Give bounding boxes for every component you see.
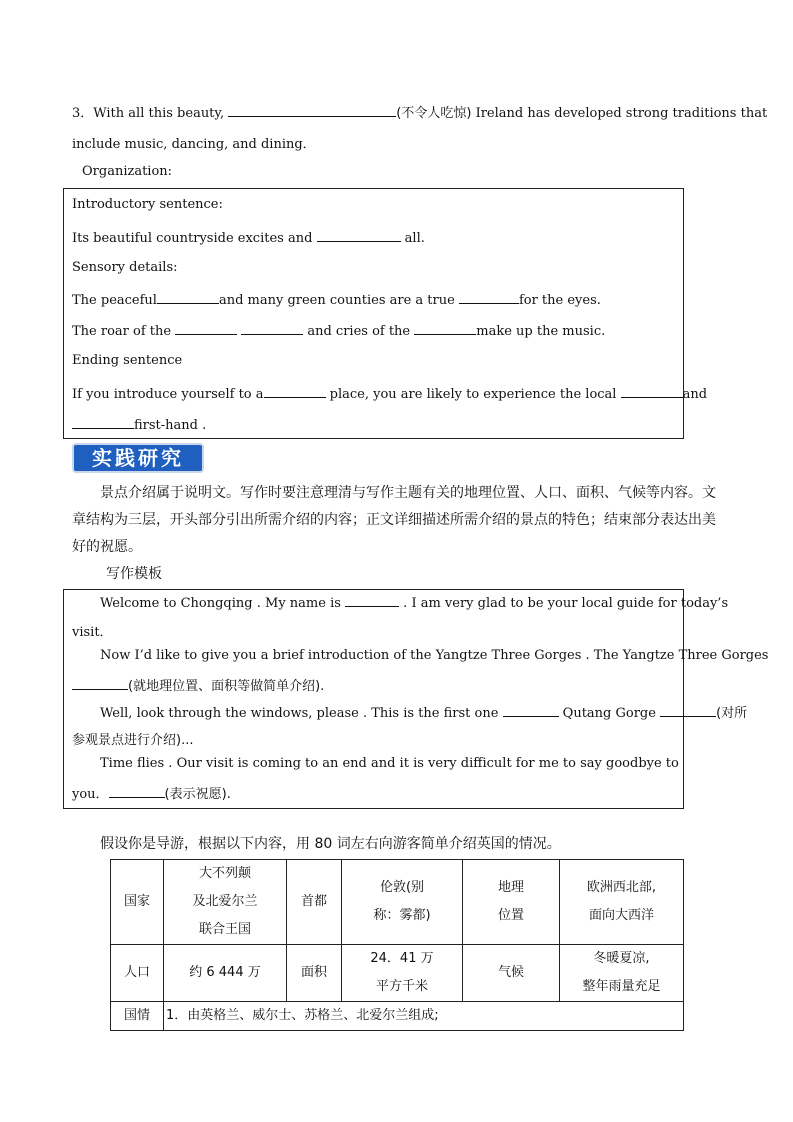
country-label: 国家 <box>111 860 164 945</box>
climate-label: 气候 <box>463 945 560 1002</box>
s1-text-mid: and many green counties are a true <box>218 293 459 308</box>
ending-label: Ending sentence <box>72 353 183 368</box>
area-line-1: 24．41 万 <box>370 951 434 966</box>
task-instruction: 假设你是导游，根据以下内容，用 80 词左右向游客简单介绍英国的情况。 <box>100 836 561 852</box>
p3-text: Well, look through the windows, please . This is the first one <box>100 706 503 721</box>
ending-line-1 <box>72 385 707 402</box>
e2-text: first-hand . <box>134 418 207 433</box>
capital-line-1: 伦敦(别 <box>379 880 425 895</box>
e2-blank[interactable] <box>72 416 134 429</box>
climate-line-2: 整年雨量充足 <box>582 979 661 994</box>
country-line-2: 及北爱尔兰 <box>192 894 258 909</box>
sensory-label: Sensory details: <box>72 260 178 275</box>
table-row <box>111 945 684 1002</box>
area-value <box>342 945 463 1002</box>
intro-para-line-2: 章结构为三层，开头部分引出所需介绍的内容；正文详细描述所需介绍的景点的特色；结束部分表达出美 <box>72 512 716 528</box>
intro-para-line-1: 景点介绍属于说明文。写作时要注意理清与写作主题有关的地理位置、人口、面积、气候等内容。文 <box>100 485 716 501</box>
table-row <box>111 1002 684 1031</box>
organization-box <box>63 188 708 439</box>
template-p1-cont: visit． <box>72 625 113 640</box>
e1-text-mid: place, you are likely to experience the local <box>325 387 621 402</box>
geo-line-1: 欧洲西北部, <box>586 880 657 895</box>
template-p2: Now I’d like to give you a brief introduction of the Yangtze Three Gorges . The Yangtze Three Gorges <box>100 648 769 663</box>
wish-blank[interactable] <box>109 785 165 798</box>
p2-hint: (就地理位置、面积等做简单介绍). <box>128 679 325 694</box>
s1-text: The peaceful <box>72 293 157 308</box>
p4-text: you． <box>72 787 109 802</box>
intro-blank[interactable] <box>317 229 401 242</box>
s1-blank-2[interactable] <box>459 291 519 304</box>
intro-sentence <box>72 229 425 246</box>
intro-text: Its beautiful countryside excites and <box>72 231 317 246</box>
template-p2-cont <box>72 675 324 694</box>
template-p1 <box>100 594 728 611</box>
ending-line-2 <box>72 416 206 433</box>
template-p4: Time flies . Our visit is coming to an end and it is very difficult for me to say goodbye to <box>100 756 679 771</box>
p3-blank-1[interactable] <box>503 704 559 717</box>
q3-line2: include music, dancing, and dining． <box>72 137 316 152</box>
geo-label-line-1: 地理 <box>497 880 524 895</box>
climate-value <box>560 945 684 1002</box>
s2-blank-1[interactable] <box>175 322 237 335</box>
q3-hint: (不令人吃惊) <box>396 106 472 121</box>
s2-text-mid: and cries of the <box>303 324 415 339</box>
area-line-2: 平方千米 <box>375 979 428 994</box>
s1-blank-1[interactable] <box>157 291 219 304</box>
name-blank[interactable] <box>345 594 399 607</box>
capital-value <box>342 860 463 945</box>
e1-text-end: and <box>682 387 708 402</box>
capital-label: 首都 <box>287 860 342 945</box>
e1-blank-2[interactable] <box>621 385 683 398</box>
sensory-line-2 <box>72 322 605 339</box>
uk-info-table <box>110 859 684 1031</box>
template-box <box>63 589 769 809</box>
p1-text: Welcome to Chongqing . My name is <box>100 596 346 611</box>
template-label: 写作模板 <box>106 566 162 582</box>
q3-text-after: Ireland has developed strong traditions that <box>471 106 768 121</box>
question-3 <box>72 102 767 121</box>
geo-line-2: 面向大西洋 <box>588 908 654 923</box>
s1-text-end: for the eyes. <box>518 293 601 308</box>
organization-label: Organization: <box>82 164 173 179</box>
s2-blank-2[interactable] <box>241 322 303 335</box>
e1-blank-1[interactable] <box>264 385 326 398</box>
intro-text-end: all. <box>400 231 425 246</box>
geo-blank[interactable] <box>72 677 128 690</box>
s2-blank-3[interactable] <box>414 322 476 335</box>
q3-text: 3．With all this beauty, <box>72 106 229 121</box>
nation-label: 国情 <box>111 1002 164 1031</box>
population-label: 人口 <box>111 945 164 1002</box>
area-label: 面积 <box>287 945 342 1002</box>
geo-label <box>463 860 560 945</box>
practice-banner: 实践研究 <box>72 443 204 473</box>
geo-label-line-2: 位置 <box>497 908 524 923</box>
capital-line-2: 称：雾都) <box>373 908 431 923</box>
p1-text-end: . I am very glad to be your local guide for today’s <box>399 596 729 611</box>
country-line-3: 联合王国 <box>198 922 251 937</box>
p4-hint: (表示祝愿). <box>164 787 231 802</box>
sensory-line-1 <box>72 291 601 308</box>
country-value <box>164 860 287 945</box>
p3-hint: (对所 <box>716 706 748 721</box>
s2-text-end: make up the music. <box>476 324 606 339</box>
table-row <box>111 860 684 945</box>
p3-blank-2[interactable] <box>660 704 716 717</box>
climate-line-1: 冬暖夏凉, <box>593 951 650 966</box>
intro-para-line-3: 好的祝愿。 <box>72 539 142 555</box>
template-p4-cont <box>72 783 231 802</box>
template-p3-cont: 参观景点进行介绍)... <box>72 733 194 748</box>
e1-text: If you introduce yourself to a <box>72 387 264 402</box>
q3-blank[interactable] <box>228 104 396 117</box>
geo-value <box>560 860 684 945</box>
nation-value: 1．由英格兰、威尔士、苏格兰、北爱尔兰组成; <box>164 1002 684 1031</box>
s2-text: The roar of the <box>72 324 176 339</box>
population-value: 约 6 444 万 <box>164 945 287 1002</box>
intro-label: Introductory sentence: <box>72 197 223 212</box>
p3-text-mid: Qutang Gorge <box>558 706 661 721</box>
template-p3 <box>100 702 747 721</box>
country-line-1: 大不列颠 <box>198 866 251 881</box>
